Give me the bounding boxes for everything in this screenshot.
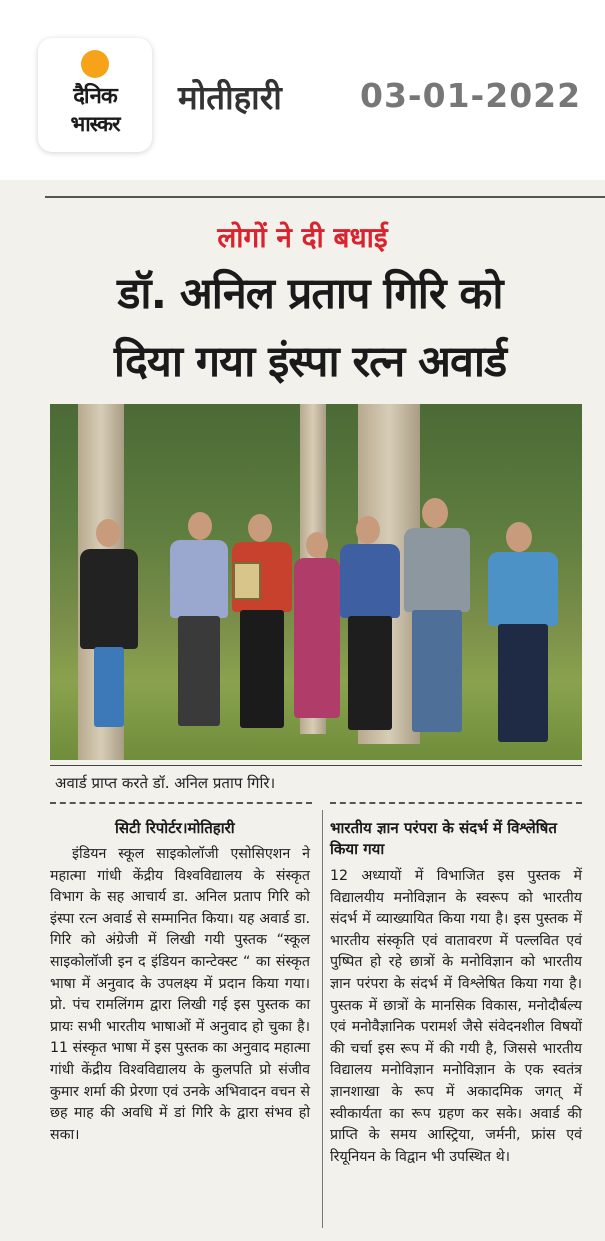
edition-date: 03-01-2022	[360, 76, 582, 115]
column-divider	[322, 810, 323, 1228]
byline: सिटी रिपोर्टर।मोतिहारी	[115, 819, 235, 837]
award-photo	[50, 404, 582, 760]
dashed-rule-left	[50, 802, 312, 804]
logo-text-line2: भास्कर	[70, 112, 120, 136]
headline-line2: दिया गया इंस्पा रत्न अवार्ड	[113, 337, 507, 387]
left-column-text: इंडियन स्कूल साइकोलॉजी एसोसिएशन ने महात्मा गांधी केंद्रीय विश्वविद्यालय के संस्कृत विभाग के सह आचार्य डा. अनिल प्रताप गिरि को इंस्पा रत्न अवार्ड से सम्मानित किया। यह अवार्ड डा. गिरि को अंग्रेजी में लिखी गयी पुस्तक “स्कूल साइकोलॉजी इन द इंडियन कान्टेक्स्ट “ का संस्कृत भाषा में अनुवाद के उपलक्ष्य में प्रदान किया गया। प्रो. पंच रामलिंगम द्वारा लिखी गई इस पुस्तक का प्रायः सभी भारतीय भाषाओं में अनुवाद हो चुका है। 11 संस्कृत भाषा में इस पुस्तक का अनुवाद महात्मा गांधी केंद्रीय विश्वविद्यालय के कुलपति प्रो संजीव कुमार शर्मा की प्रेरणा एवं उनके अभिवादन वचन से छह माह की अवधि में डां गिरि के द्वारा संभव हो सका।	[50, 846, 310, 1143]
top-rule	[45, 196, 605, 198]
award-plaque	[233, 562, 261, 600]
news-clipping	[0, 180, 605, 1241]
right-column-text: 12 अध्यायों में विभाजित इस पुस्तक में विद्यालयीय मनोविज्ञान के स्वरूप को भारतीय संदर्भ में व्याख्यायित किया गया है। इस पुस्तक में भारतीय संस्कृति एवं वातावरण में पल्लवित एवं पुष्पित हो रहे छात्रों के मनोविज्ञान को भारतीय ज्ञान परंपरा के संदर्भ में विश्लेषित किया गया है। पुस्तक में छात्रों के मानसिक विकास, मनोदौर्बल्य एवं मनोवैज्ञानिक परामर्श जैसे संवेदनशील विषयों की चर्चा इस रूप में की गयी है, जिससे भारतीय विद्यालय मनोविज्ञान मनोविज्ञान के एक स्वतंत्र ज्ञानशाखा के रूप में अकादमिक जगत् में स्वीकार्यता का रूप ग्रहण कर सके। अवार्ड की प्राप्ति के समय आस्ट्रिया, जर्मनी, फ्रांस एवं रियूनियन के विद्वान भी उपस्थित थे।	[330, 868, 582, 1165]
dainik-bhaskar-logo[interactable]	[38, 38, 152, 152]
headline-line1: डॉ. अनिल प्रताप गिरि को	[117, 269, 503, 319]
edition-city: मोतीहारी	[178, 78, 282, 117]
app-header	[0, 0, 605, 180]
caption-rule	[50, 765, 582, 766]
sun-icon	[81, 50, 109, 78]
logo-text-line1: दैनिक	[73, 84, 117, 109]
photo-caption: अवार्ड प्राप्त करते डॉ. अनिल प्रताप गिरि।	[55, 774, 276, 792]
dashed-rule-right	[330, 802, 582, 804]
right-subheading: भारतीय ज्ञान परंपरा के संदर्भ में विश्लेषित किया गया	[330, 819, 557, 858]
kicker: लोगों ने दी बधाई	[217, 221, 388, 254]
